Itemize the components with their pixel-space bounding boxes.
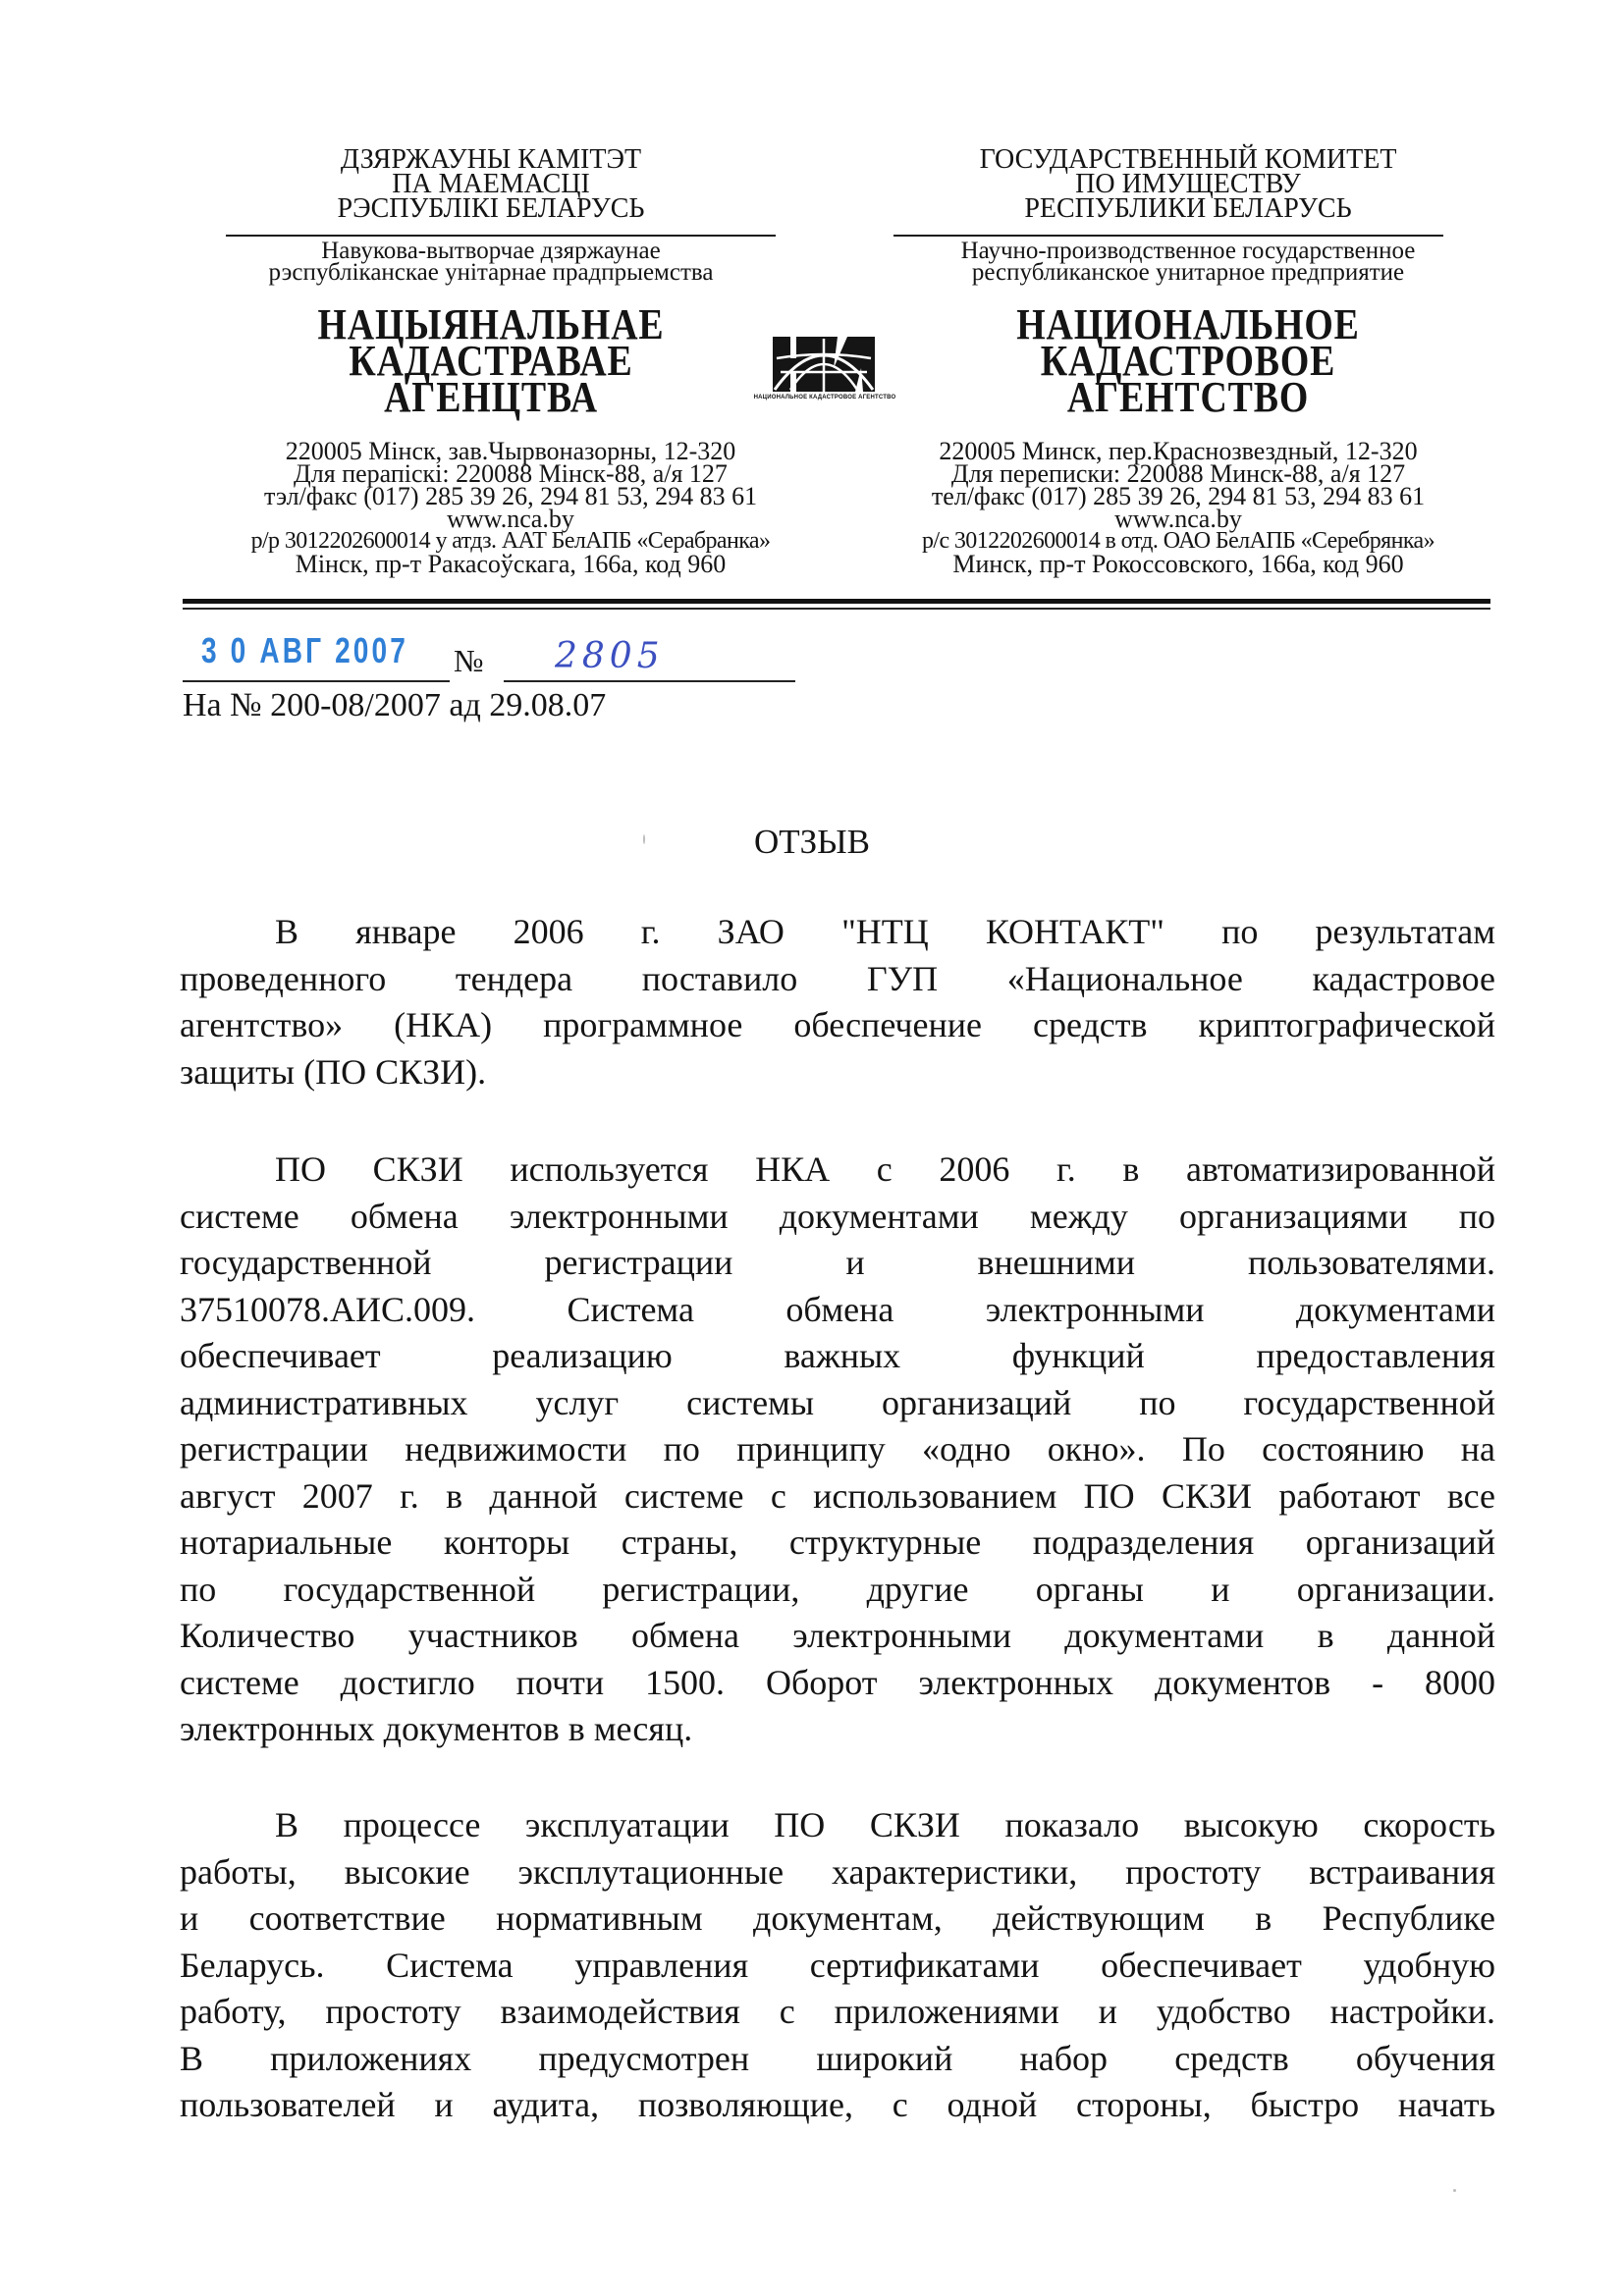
address-block-be (177, 437, 844, 578)
agency-line: АГЕНЦТВА (384, 373, 598, 421)
text-line: пользователей и аудита, позволяющие, с одной стороны, быстро начать (180, 2085, 1495, 2124)
text-line: В процессе эксплуатации ПО СКЗИ показало высокую скорость (275, 1805, 1495, 1844)
ministry-name-ru (864, 144, 1512, 224)
text-line: нотариальные конторы страны, структурные подразделения организаций (180, 1522, 1495, 1562)
enterprise-line: рэспубліканскае унітарнае прадпрыемства (268, 259, 714, 286)
ministry-line: ГОСУДАРСТВЕННЫЙ КОМИТЕТ (979, 144, 1397, 175)
enterprise-type-ru (864, 240, 1512, 284)
agency-line: НАЦИОНАЛЬНОЕ (1016, 300, 1360, 348)
text-line: электронных документов в месяц. (180, 1709, 693, 1748)
agency-name-ru (935, 300, 1441, 421)
agency-line: НАЦЫЯНАЛЬНАЕ (317, 300, 665, 348)
text-line: работы, высокие эксплутационные характеристики, простоту встраивания (180, 1851, 1495, 1892)
text-line: Количество участников обмена электронными документами в данной (180, 1616, 1495, 1655)
website-link[interactable]: www.nca.by (1114, 505, 1242, 533)
letterhead-right-russian (864, 144, 1512, 286)
text-line: работу, простоту взаимодействия с приложениями и удобство настройки. (180, 1992, 1495, 2031)
postal-address: Для перапіскі: 220088 Мінск-88, а/я 127 (294, 459, 728, 488)
agency-line: КАДАСТРАВАЕ (349, 337, 633, 385)
ministry-line: ДЗЯРЖАУНЫ КАМІТЭТ (340, 144, 642, 175)
website-link[interactable]: www.nca.by (447, 505, 574, 533)
paragraph-2 (180, 1147, 1495, 1753)
street-address: 220005 Мінск, зав.Чырвоназорны, 12-320 (285, 437, 736, 465)
paragraph-3 (180, 1802, 1495, 2129)
bank-address: Минск, пр-т Рокоссовского, 166а, код 960 (952, 550, 1404, 578)
letterhead-bottom-rule-thin (183, 608, 1490, 610)
bank-address: Мінск, пр-т Ракасоўскага, 166а, код 960 (295, 550, 727, 578)
enterprise-line: Навукова-вытворчае дзяржаунае (321, 238, 661, 264)
phone-fax: тэл/факс (017) 285 39 26, 294 81 53, 294 83 61 (263, 482, 758, 510)
outgoing-number-handwritten: 2805 (555, 636, 665, 676)
text-line: В январе 2006 г. ЗАО "НТЦ КОНТАКТ" по результатам (275, 912, 1495, 951)
bank-account: р/с 3012202600014 в отд. ОАО БелАПБ «Серебрянка» (921, 528, 1435, 554)
scan-artifact (1453, 2189, 1456, 2192)
text-line: защиты (ПО СКЗИ). (180, 1051, 487, 1092)
ministry-line: ПА МАЕМАСЦІ (392, 169, 590, 199)
number-sign-label: № (454, 643, 484, 678)
text-line: регистрации недвижимости по принципу «одно окно». По состоянию на (180, 1429, 1495, 1468)
agency-name-be (263, 300, 719, 421)
ministry-line: РЭСПУБЛІКІ БЕЛАРУСЬ (337, 193, 645, 224)
street-address: 220005 Минск, пер.Краснозвездный, 12-320 (939, 437, 1418, 465)
enterprise-line: Научно-производственное государственное (960, 238, 1416, 264)
text-line: В приложениях предусмотрен широкий набор средств обучения (180, 2038, 1495, 2078)
text-line: Беларусь. Система управления сертификатами обеспечивает удобную (180, 1945, 1495, 1985)
agency-line: КАДАСТРОВОЕ (1040, 337, 1336, 385)
letterhead-left-belarusian (177, 144, 805, 286)
bank-account: р/р 3012202600014 у атдз. ААТ БелАПБ «Серабранка» (250, 528, 771, 554)
address-block-ru (844, 437, 1512, 578)
reply-reference: На № 200-08/2007 ад 29.08.07 (183, 687, 607, 723)
text-line: по государственной регистрации, другие органы и организации. (180, 1569, 1495, 1609)
text-line: 37510078.АИС.009. Система обмена электронными документами (180, 1289, 1495, 1329)
text-line: административных услуг системы организаций по государственной (180, 1382, 1495, 1422)
text-line: обеспечивает реализацию важных функций предоставления (180, 1336, 1495, 1375)
text-line: системе достигло почти 1500. Оборот электронных документов - 8000 (180, 1662, 1495, 1702)
date-stamp: 3 0 АВГ 2007 (201, 630, 409, 670)
text-line: системе обмена электронными документами между организациями по (180, 1196, 1495, 1236)
postal-address: Для переписки: 220088 Минск-88, а/я 127 (950, 459, 1406, 488)
letterhead-bottom-rule (183, 599, 1490, 604)
text-line: государственной регистрации и внешними пользователями. (180, 1243, 1495, 1282)
ministry-line: ПО ИМУЩЕСТВУ (1075, 169, 1301, 199)
text-line: агентство» (НКА) программное обеспечение средств криптографической (180, 1005, 1495, 1044)
date-field-underline (183, 680, 450, 682)
scan-artifact (643, 834, 645, 844)
ministry-line: РЕСПУБЛИКИ БЕЛАРУСЬ (1024, 193, 1352, 224)
text-line: ПО СКЗИ используется НКА с 2006 г. в автоматизированной (275, 1149, 1495, 1189)
text-line: и соответствие нормативным документам, действующим в Республике (180, 1898, 1495, 1938)
enterprise-type-be (177, 240, 805, 284)
paragraph-1 (180, 909, 1495, 1095)
phone-fax: тел/факс (017) 285 39 26, 294 81 53, 294 83 61 (931, 482, 1426, 510)
text-line: проведенного тендера поставило ГУП «Национальное кадастровое (180, 958, 1495, 998)
agency-line: АГЕНТСТВО (1066, 373, 1310, 421)
logo-caption: НАЦИОНАЛЬНОЕ КАДАСТРОВОЕ АГЕНТСТВО (753, 395, 896, 400)
enterprise-line: республиканское унитарное предприятие (971, 259, 1405, 286)
document-title: ОТЗЫВ (753, 823, 871, 861)
text-line: август 2007 г. в данной системе с использованием ПО СКЗИ работают все (180, 1475, 1495, 1516)
ministry-name-be (177, 144, 805, 224)
header-divider (893, 235, 1443, 237)
header-divider (226, 235, 776, 237)
number-field-underline (504, 680, 795, 682)
